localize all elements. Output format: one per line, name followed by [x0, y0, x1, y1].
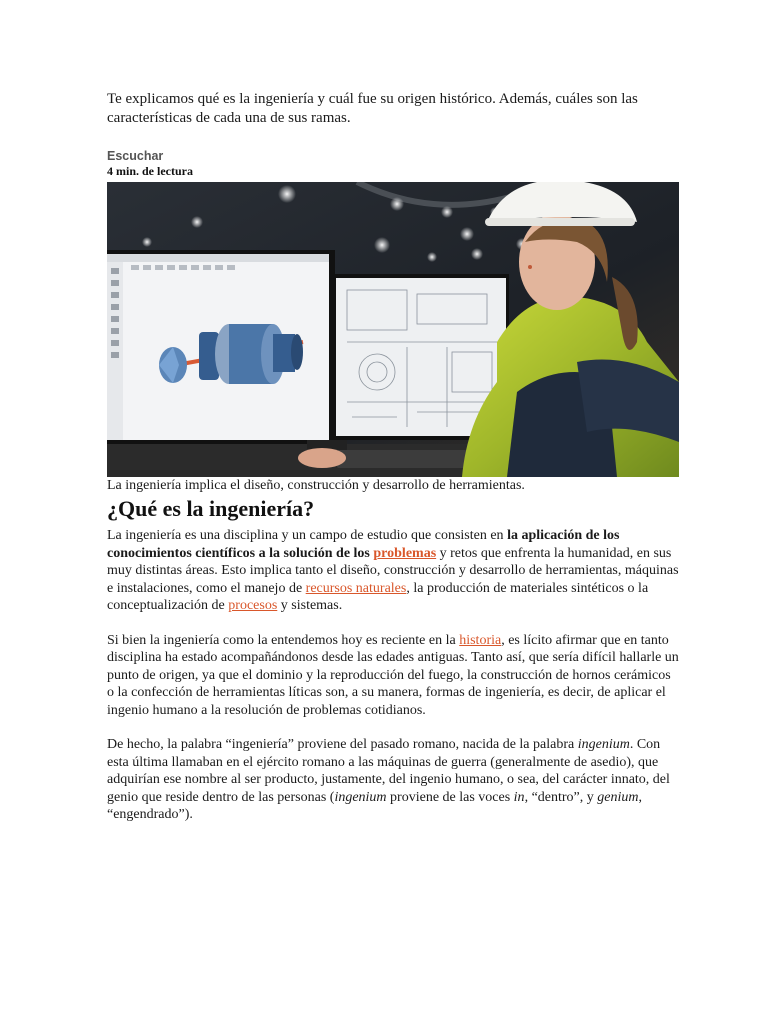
p1-text: y sistemas. [277, 598, 343, 613]
p1-text: La ingeniería es una disciplina y un campo de estudio que consisten en [107, 528, 508, 543]
article-heading: ¿Qué es la ingeniería? [107, 496, 315, 521]
p1-text: , la producción de materiales sintéticos o la conceptualización de [107, 580, 649, 613]
p3-italic: ingenium [577, 737, 630, 752]
p3-italic: in [513, 789, 525, 805]
intro-text: Te explicamos qué es la ingeniería y cuál fue su origen histórico. Además, cuáles son las características de cada una de sus ramas. [107, 91, 638, 126]
p3-italic: ingenium [334, 789, 387, 805]
p1-bold-text: la aplicación de los conocimientos científicos a la solución de los [107, 528, 620, 561]
paragraph-3 [107, 736, 679, 824]
p2-text: , es lícito afirmar que en tanto disciplina ha estado acompañándonos desde las edades antiguas. Tanto así, que sería difícil hallarle un punto de origen, ya que el dominio y la reproducción del fuego, la construcción de hornos cerámicos o la confección de herramientas líticas son, a su manera, formas de ingeniería, es decir, de aplicar el ingenio humano a la resolución de problemas cotidianos. [107, 632, 679, 718]
link-historia[interactable]: historia [459, 632, 502, 648]
article [107, 90, 679, 841]
p3-italic: genium [597, 789, 639, 805]
read-time: 4 min. de lectura [107, 164, 193, 178]
p3-text: De hecho, la palabra “ingeniería” proviene del pasado romano, nacida de la palabra [107, 737, 578, 752]
p3-text: , “engendrado”). [107, 789, 642, 822]
article-image [107, 182, 679, 477]
p3-text: proviene de las voces [386, 789, 514, 805]
link-recursos-naturales[interactable]: recursos naturales [305, 580, 407, 596]
p3-text: , “dentro”, y [524, 789, 598, 805]
listen-button[interactable]: Escuchar [107, 149, 164, 163]
link-problemas[interactable]: problemas [373, 545, 437, 561]
image-caption: La ingeniería implica el diseño, construcción y desarrollo de herramientas. [107, 478, 525, 493]
paragraph-1 [107, 527, 679, 615]
p3-text: . Con esta última llamaban en el ejército romano a las máquinas de guerra (generalmente de asedio), que adquirían ese nombre al ser producto, justamente, del ingenio humano, o sea, del carácter innato, del genio que reside dentro de las personas ( [107, 737, 670, 805]
p2-text: Si bien la ingeniería como la entendemos hoy es reciente en la [107, 632, 460, 648]
paragraph-2 [107, 632, 679, 720]
link-procesos[interactable]: procesos [228, 598, 278, 613]
engineer-at-monitors-image [107, 182, 679, 477]
p1-text: y retos que enfrenta la humanidad, en sus muy distintas áreas. Esto implica tanto el diseño, construcción y desarrollo de herramientas, máquinas e instalaciones, como el manejo de [107, 545, 679, 596]
